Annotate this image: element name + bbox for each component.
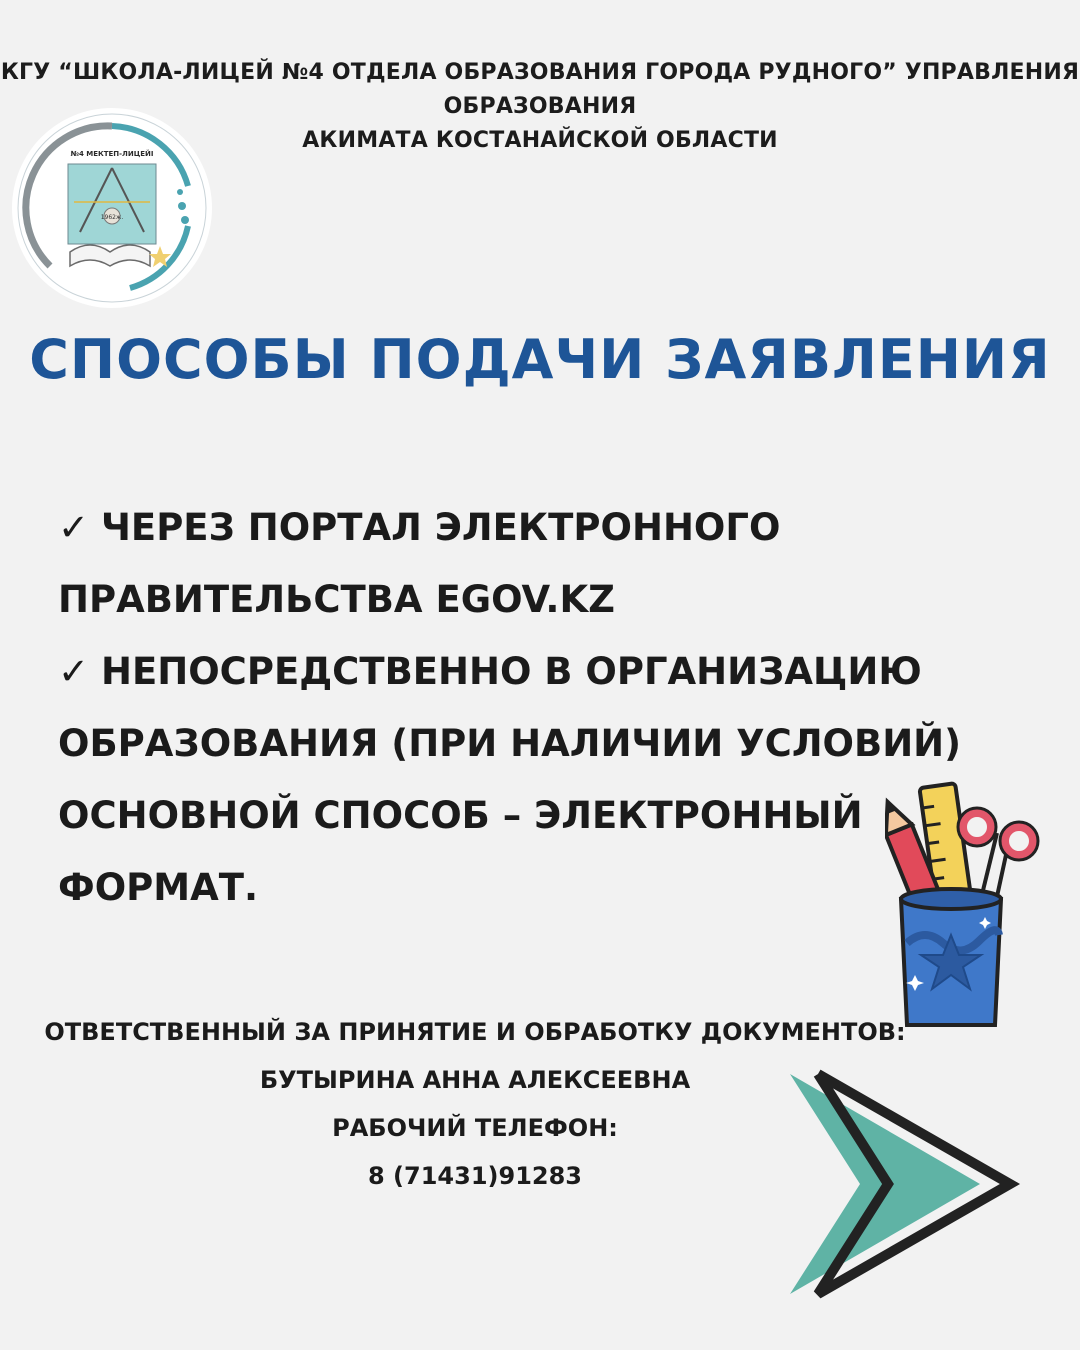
logo-year-text: 1962ж. (100, 214, 124, 221)
main-method-note-line1: ОСНОВНОЙ СПОСОБ – ЭЛЕКТРОННЫЙ (58, 794, 863, 837)
phone-number: 8 (71431)91283 (368, 1162, 582, 1190)
method-item-direct (58, 636, 978, 708)
method-item-direct-line1: НЕПОСРЕДСТВЕННО В ОРГАНИЗАЦИЮ (101, 650, 922, 693)
method-item-egov-line2: ПРАВИТЕЛЬСТВА EGOV.KZ (58, 578, 615, 621)
pencil-cup-icon (885, 775, 1045, 1030)
school-logo-icon (10, 106, 214, 310)
page-title: СПОСОБЫ ПОДАЧИ ЗАЯВЛЕНИЯ (29, 328, 1051, 391)
main-method-note-line2: ФОРМАТ. (58, 866, 259, 909)
organization-header-line1: КГУ “ШКОЛА-ЛИЦЕЙ №4 ОТДЕЛА ОБРАЗОВАНИЯ ГОРОДА РУДНОГО” УПРАВЛЕНИЯ ОБРАЗОВАНИЯ (0, 60, 1080, 119)
organization-header-line2: АКИМАТА КОСТАНАЙСКОЙ ОБЛАСТИ (302, 128, 778, 153)
method-item-direct-line2: ОБРАЗОВАНИЯ (ПРИ НАЛИЧИИ УСЛОВИЙ) (58, 722, 962, 765)
checkmark-icon: ✓ (58, 650, 90, 693)
phone-label: РАБОЧИЙ ТЕЛЕФОН: (332, 1114, 618, 1142)
submission-methods (58, 492, 978, 924)
checkmark-icon: ✓ (58, 506, 90, 549)
responsible-person: БУТЫРИНА АННА АЛЕКСЕЕВНА (259, 1066, 691, 1094)
logo-name-text: №4 МЕКТЕП-ЛИЦЕЙІ (70, 150, 154, 158)
method-item-egov (58, 492, 978, 564)
method-item-egov-line1: ЧЕРЕЗ ПОРТАЛ ЭЛЕКТРОННОГО (101, 506, 781, 549)
responsible-label: ОТВЕТСТВЕННЫЙ ЗА ПРИНЯТИЕ И ОБРАБОТКУ ДОКУМЕНТОВ: (44, 1018, 906, 1046)
chevron-arrow-icon (790, 1068, 1020, 1300)
